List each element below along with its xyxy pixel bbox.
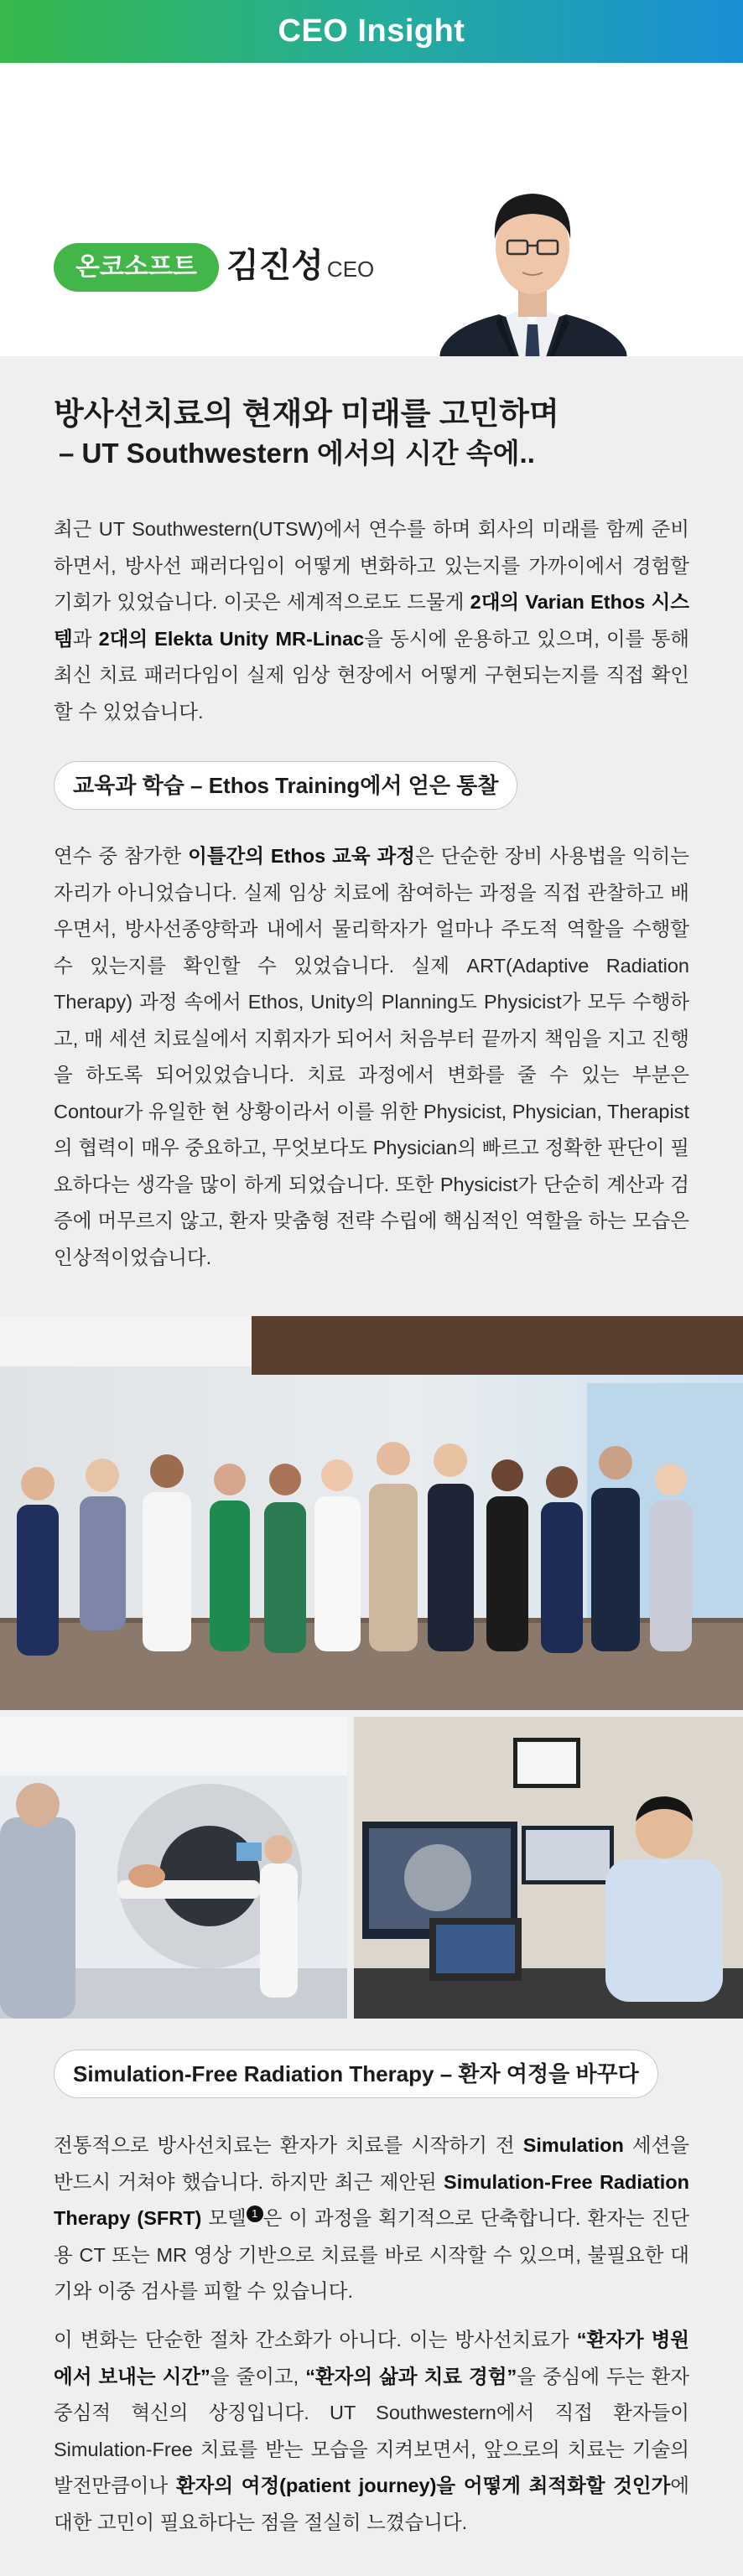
intro-highlight: 2대의 Elekta Unity MR-Linac [98,627,365,650]
intro-paragraph [54,511,689,730]
sfrt-text: 에 대한 고민이 필요하다는 점을 절실히 느꼈습니다. [54,2475,689,2533]
section-heading-sfrt: Simulation-Free Radiation Therapy – 환자 여정을 바꾸다 [54,2050,658,2098]
sfrt-text: 이 변화는 단순한 절차 간소화가 아니다. 이는 방사선치료가 [54,2329,577,2351]
footnote-number: 1 [252,2207,258,2221]
header-title: CEO Insight [278,13,465,49]
sfrt-highlight: Simulation [522,2134,624,2156]
sfrt-highlight: “환자가 병원에서 보내는 시간” [54,2329,689,2387]
ceo-role: CEO [326,257,375,282]
sfrt-text: 을 중심에 두는 환자 중심적 혁신의 상징입니다. UT Southwestern에서 직접 환자들이 Simulation-Free 치료를 받는 모습을 지켜보면서, 앞으로의 치료는 기술의 발전만큼이나 [54,2365,689,2496]
ethos-highlight: 이틀간의 Ethos 교육 과정 [188,845,415,867]
sfrt-text: 은 이 과정을 획기적으로 단축합니다. 환자는 진단용 CT 또는 MR 영상 기반으로 치료를 바로 시작할 수 있으며, 불필요한 대기와 이중 검사를 피할 수 있습니다. [54,2207,689,2302]
sfrt-text: 세션을 반드시 거쳐야 했습니다. 하지만 최근 제안된 [54,2134,689,2193]
header-banner [0,0,743,63]
sfrt-text: 을 줄이고, [210,2365,306,2387]
ethos-paragraph [54,838,689,1276]
footnote-marker [247,2205,263,2222]
sfrt-paragraph-2 [54,2322,689,2541]
sfrt-highlight: Simulation-Free Radiation Therapy (SFRT) [54,2170,690,2229]
ethos-text: 연수 중 참가한 [54,845,189,867]
intro-highlight: 2대의 Varian Ethos 시스템 [54,591,689,650]
intro-text: 을 동시에 운용하고 있으며, 이를 통해 최신 치료 패러다임이 실제 임상 현장에서 어떻게 구현되는지를 직접 확인할 수 있었습니다. [54,627,689,723]
team-group-photo [0,1316,743,1710]
sfrt-highlight: 환자의 여정(patient journey)을 어떻게 최적화할 것인가 [175,2475,671,2496]
ethos-text: 은 단순한 장비 사용법을 익히는 자리가 아니었습니다. 실제 임상 치료에 참여하는 과정을 직접 관찰하고 배우면서, 방사선종양학과 내에서 물리학자가 얼마나 주도적 역할을 수행할 수 있는지를 확인할 수 있었습니다. 실제 ART(Adaptive Radiation Therapy) 과정 속에서 Ethos, Unity의 Planning도 Physicist가 모두 수행하고, 매 세션 치료실에서 지휘자가 되어서 처음부터 끝까지 책임을 지고 진행을 하도록 되어있었습니다. 치료 과정에서 변화를 줄 수 있는 부분은 Contour가 유일한 현 상황이라서 이를 위한 Physicist, Physician, Therapist의 협력이 매우 중요하고, 무엇보다도 Physician의 빠르고 정확한 판단이 필요하다는 생각을 많이 하게 되었습니다. 또한 Physicist가 단순히 계산과 검증에 머무르지 않고, 환자 맞춤형 전략 수립에 핵심적인 역할을 하는 모습은 인상적이었습니다. [54,845,689,1268]
intro-text: 과 [72,627,99,650]
section-heading-ethos: 교육과 학습 – Ethos Training에서 얻은 통찰 [54,761,517,810]
intro-text: 최근 UT Southwestern(UTSW)에서 연수를 하며 회사의 미래를 함께 준비하면서, 방사선 패러다임이 어떻게 변화하고 있는지를 가까이에서 경험할 기회가 있었습니다. 이곳은 세계적으로도 드물게 [54,518,689,613]
company-badge: 온코소프트 [54,243,219,292]
ceo-name [226,239,374,287]
article-title: 방사선치료의 현재와 미래를 고민하며 [54,397,559,431]
sfrt-text: 모델 [201,2207,247,2229]
sfrt-paragraph-1 [54,2128,689,2310]
article-subtitle: – UT Southwestern 에서의 시간 속에.. [59,438,535,469]
profile-section [0,63,743,356]
sfrt-highlight: “환자의 삶과 치료 경험” [305,2365,517,2387]
linac-room-photo [0,1717,347,2019]
sfrt-text: 전통적으로 방사선치료는 환자가 치료를 시작하기 전 [54,2134,523,2156]
ceo-name-text: 김진성 [226,247,324,284]
workstation-photo [354,1717,743,2019]
